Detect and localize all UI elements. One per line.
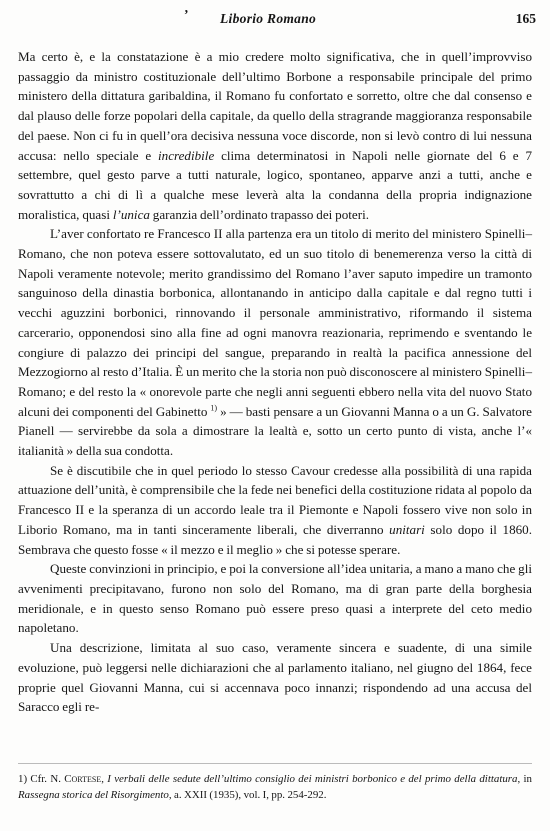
footnote-ref: 1): [210, 403, 218, 413]
text-run: Queste convinzioni in principio, e poi la conversione all’idea unitaria, a mano a mano che gli avvenimenti precipitavano, furono non solo del Romano, ma di gran parte della borghesia meridionale, e in questo senso Romano può essere preso quasi a interprete del ceto medio napoletano.: [18, 561, 532, 636]
italic-run: I verbali delle sedute dell’ultimo consiglio dei ministri borbonico e del primo della dittatura: [107, 773, 518, 785]
paragraph: [18, 461, 532, 560]
text-run: ,: [101, 773, 108, 785]
paragraph: [18, 224, 532, 460]
text-run: , a. XXII (1935), vol. I, pp. 254-292.: [168, 789, 327, 801]
italic-run: l’unica: [112, 206, 150, 222]
text-run: Cortese: [64, 773, 102, 785]
paragraph: [18, 638, 532, 717]
text-run: Una descrizione, limitata al suo caso, veramente sincera e suadente, di una simile evoluzione, può leggersi nelle dichiarazioni che al parlamento italiano, nel giugno del 1864, fece proprie quel Giovanni Manna, cui si accennava poco innanzi; rispondendo ad una accusa del Saracco egli re-: [18, 640, 532, 715]
text-run: » — basti pensare a un Giovanni Manna o a un G. Salvatore Pianell — servirebbe da sola a dimostrare la lealtà e, sotto un certo punto di vista, anche l’« italianità » della sua condotta.: [18, 403, 532, 459]
paragraph: [18, 47, 532, 224]
text-run: solo dopo il 1860. Sembrava che questo fosse « il mezzo e il meglio » che si potesse sperare.: [18, 521, 532, 557]
paragraph: [18, 559, 532, 638]
text-run: garanzia dell’ordinato trapasso dei poteri.: [149, 206, 369, 222]
body-text: [18, 47, 532, 717]
text-run: 1) Cfr. N.: [18, 773, 65, 785]
page-number: 165: [515, 11, 536, 26]
text-run: L’aver confortato re Francesco II alla partenza era un titolo di merito del ministero Spinelli–Romano, che non poteva essere sottovalutato, ed un suo titolo di benemerenza verso la città di Napoli veramente notevole; merito grandissimo del Romano l’aver saputo impedire un tramonto sanguinoso della dinastia borbonica, allontanando in anticipo dalla capitale e dal regno tutti i vecchi aguzzini borbonici, rinnovando il personale amministrativo, riformando il sistema carcerario, opponendosi sino alla fine ad ogni manovra reazionaria, reprimendo e sventando le congiure di palazzo dei principi del sangue, preparando in realtà la pacifica annessione del Mezzogiorno al resto d’Italia. È un merito che la storia non può disconoscere al ministero Spinelli–Romano; e del resto la « onorevole parte che negli anni seguenti ebbero nella vita del nuovo Stato alcuni dei componenti del Gabinetto: [18, 226, 532, 419]
footnote: [18, 771, 532, 803]
footnote-divider: [18, 763, 532, 764]
text-run: clima determinatosi in Napoli nelle giornate del 6 e 7 settembre, quel gesto parve a tutti naturale, logico, spontaneo, apparve anzi a tutti, anche e sovrattutto a chi di lì a qualche mese leverà alta la condanna della propria indignazione moralistica, quasi: [18, 147, 532, 222]
text-run: Ma certo è, e la constatazione è a mio credere molto significativa, che in quell’improvviso passaggio da ministro costituzionale dell’ultimo Borbone a responsabile principale del primo ministero della dittatura garibaldina, il Romano fu confortato e sorretto, oltre che dal consenso e dal plauso delle forze popolari della capitale, da quello della stragrande maggioranza responsabile del paese. Non ci fu in quell’ora decisiva nessuna voce discorde, non si levò contro di lui nessuna accusa: nello speciale e: [18, 49, 532, 163]
running-title: Liborio Romano: [220, 11, 317, 26]
page-header: [12, 7, 538, 33]
italic-run: unitari: [389, 521, 425, 537]
text-run: , in: [517, 773, 532, 785]
header-mark: ’: [184, 7, 189, 22]
text-run: Se è discutibile che in quel periodo lo stesso Cavour credesse alla possibilità di una rapida attuazione dell’unità, è comprensibile che la fede nei benefici della costituzione ridata al popolo da Francesco II e la speranza di un accordo leale tra il Piemonte e Napoli fossero vive non solo in Liborio Romano, ma in tanti sinceramente liberali, che diverranno: [18, 462, 532, 537]
italic-run: Rassegna storica del Risorgimento: [18, 789, 169, 801]
italic-run: incredibile: [158, 147, 215, 163]
